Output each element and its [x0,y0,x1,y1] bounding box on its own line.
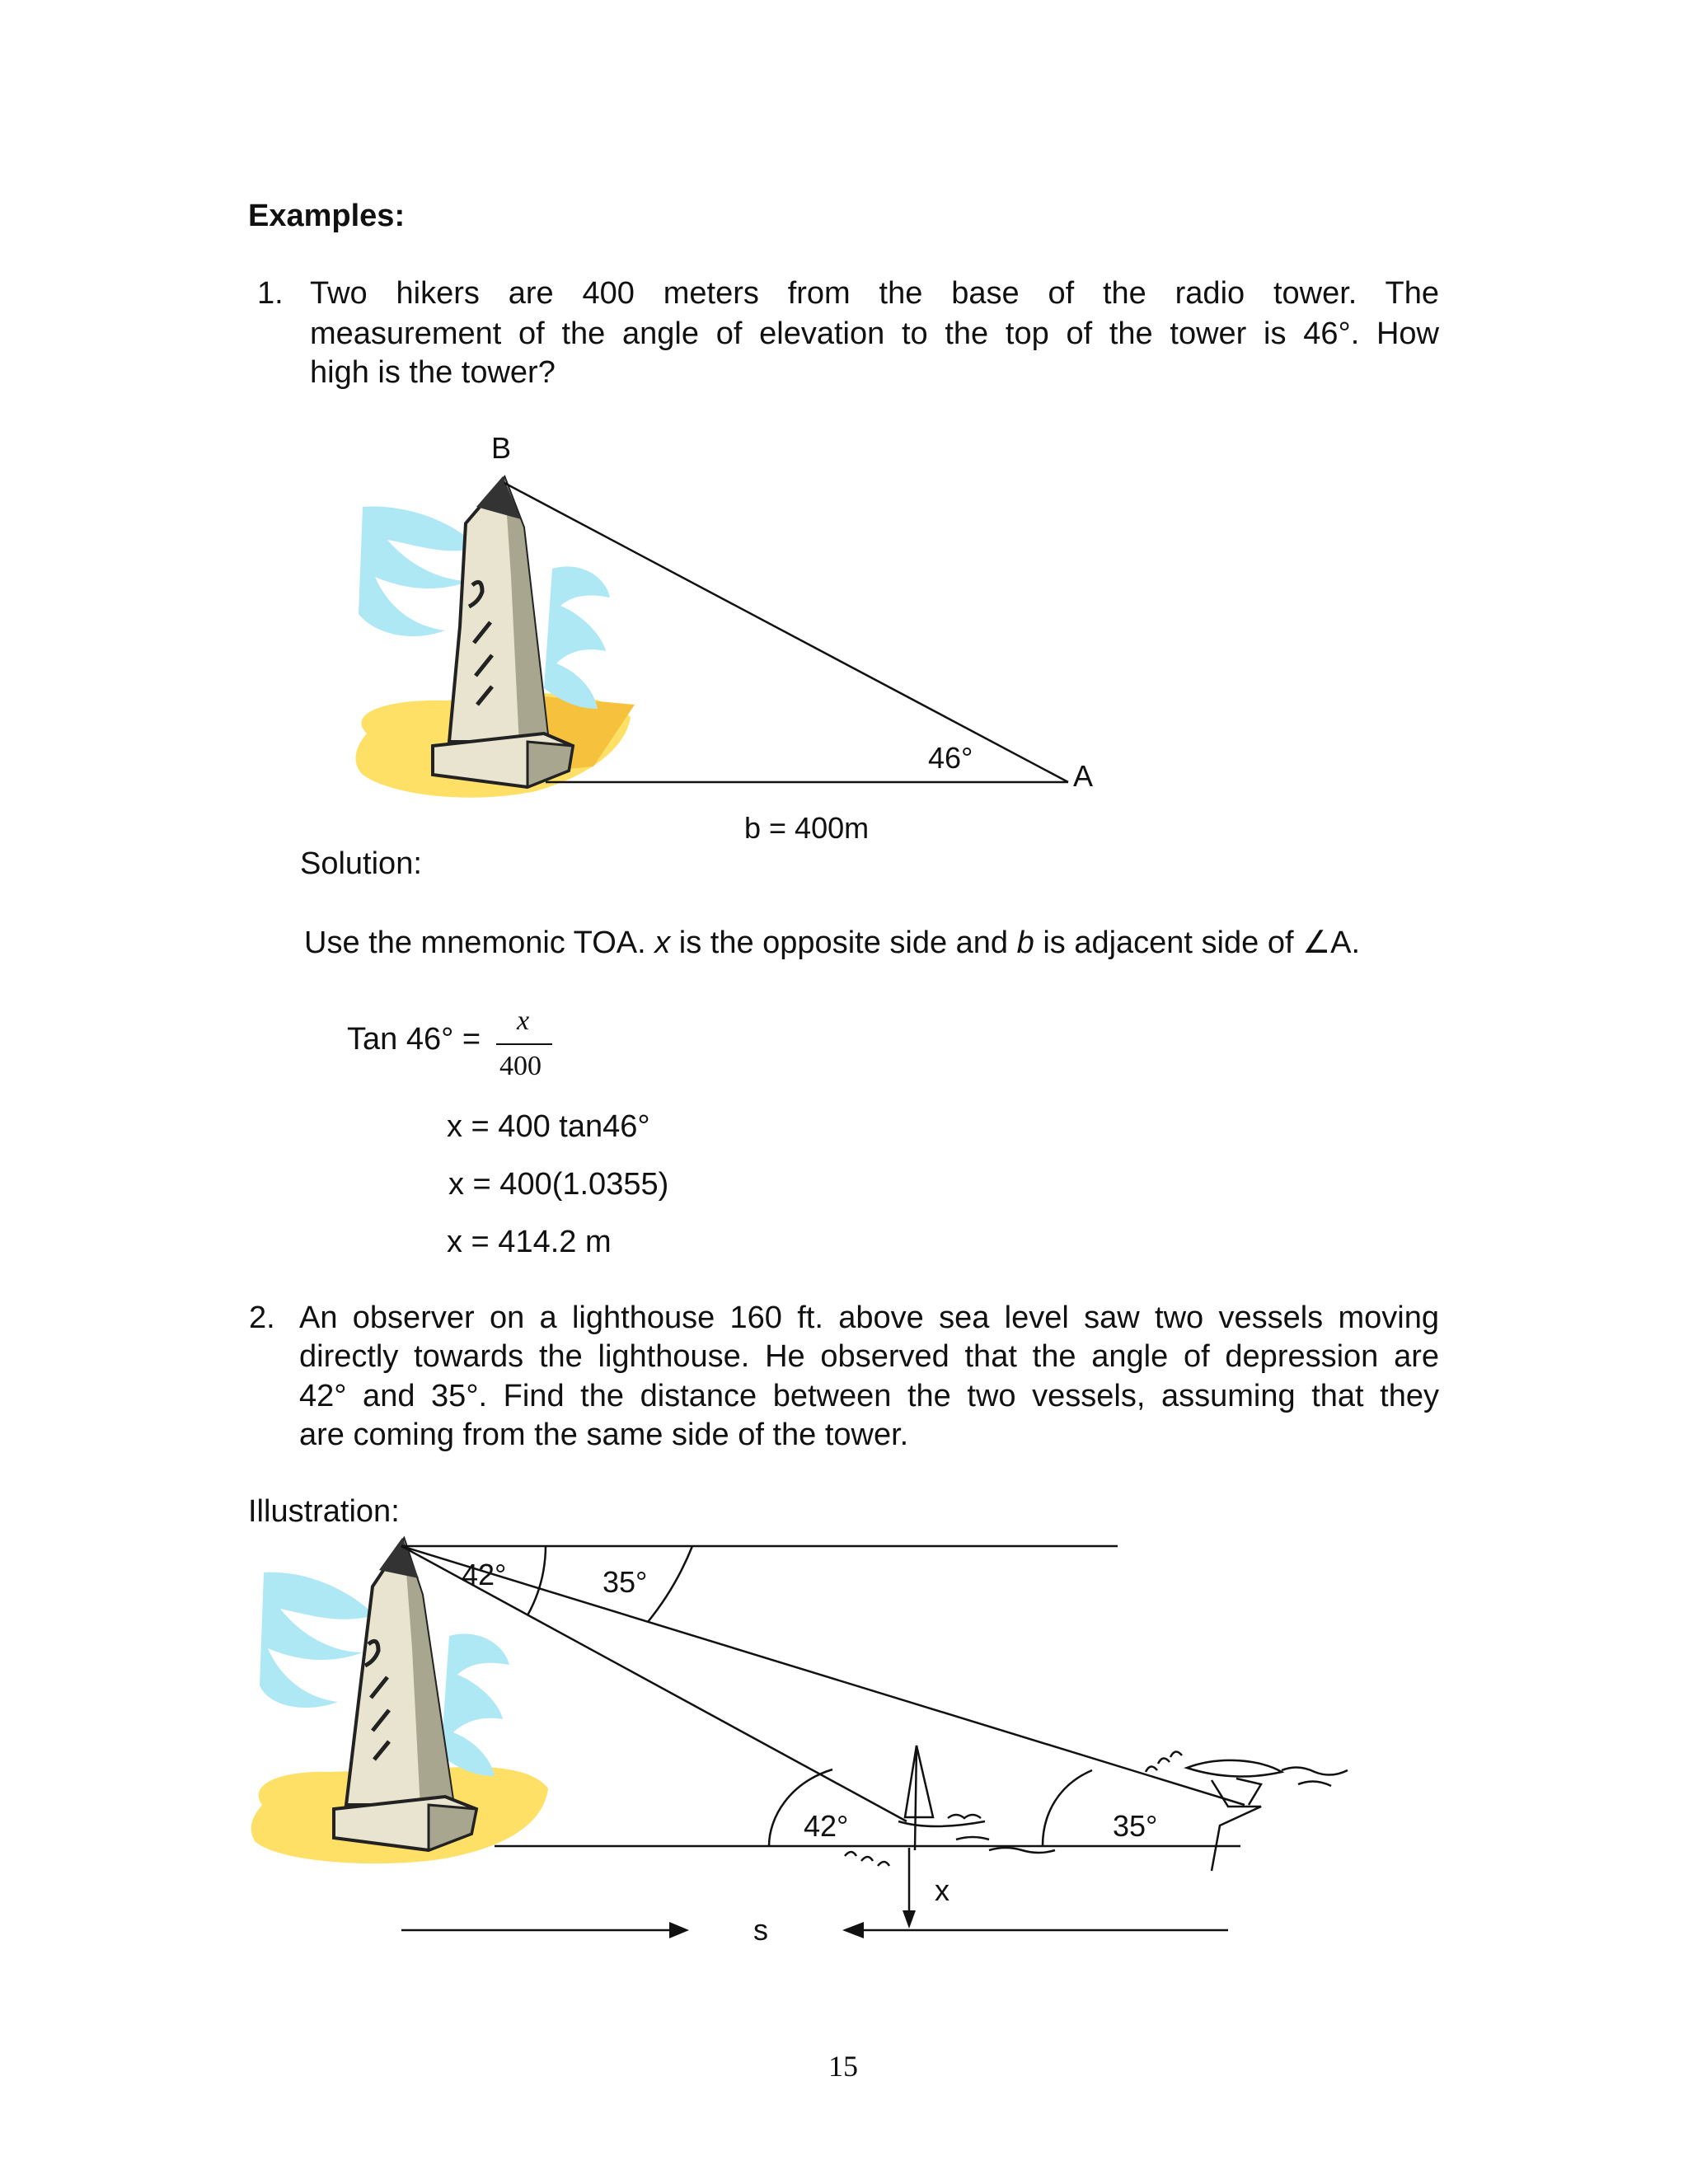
line-of-sight-far [401,1546,1245,1805]
problem-2-line-2: directly towards the lighthouse. He observed that the angle of depression are [299,1339,1439,1374]
solution-step-3: x = 414.2 m [447,1225,612,1259]
solution-step-1: x = 400 tan46° [447,1109,650,1144]
s-arrow-left-head [669,1922,689,1938]
problem-1-number: 1. [257,276,284,311]
tower-triangle-figure [0,0,1688,907]
mnemonic-b: b [1016,926,1034,960]
base-length-label: b = 400m [744,811,870,845]
problem-1-line-2: measurement of the angle of elevation to the top of the tower is 46°. How [310,316,1439,351]
mnemonic-part-3: is adjacent side of ∠A. [1034,926,1361,960]
problem-2-line-3: 42° and 35°. Find the distance between the two vessels, assuming that they [299,1379,1439,1413]
x-label: x [935,1873,950,1907]
mnemonic-x: x [654,926,671,960]
arc-35-top [648,1546,692,1622]
angle-42-bottom-label: 42° [804,1809,849,1843]
s-arrow-right-head [842,1922,864,1938]
s-label: s [753,1913,768,1947]
lighthouse-vessels-figure [0,1525,1688,1953]
solution-label: Solution: [300,846,422,881]
ship-icon [1146,1751,1348,1871]
angle-35-bottom-label: 35° [1113,1809,1158,1843]
mnemonic-part-1: Use the mnemonic TOA. [304,926,655,960]
problem-2-line-1: An observer on a lighthouse 160 ft. above sea level saw two vessels moving [299,1301,1439,1335]
arc-35-bottom [1043,1770,1092,1846]
examples-heading: Examples: [248,199,406,233]
problem-1-line-1: Two hikers are 400 meters from the base of the radio tower. The [310,276,1439,311]
page-number: 15 [828,2050,858,2083]
fraction-bar [496,1043,552,1045]
fraction-denominator: 400 [499,1051,542,1081]
fraction-numerator: x [517,1005,530,1036]
tower-illustration [356,476,635,798]
vertex-a-label: A [1073,759,1094,793]
angle-42-top-label: 42° [462,1558,507,1591]
problem-1-line-3: high is the tower? [310,355,556,390]
x-arrow-head [903,1910,916,1929]
illustration-label: Illustration: [248,1494,400,1529]
solution-step-2: x = 400(1.0355) [448,1167,669,1202]
arc-42-top [528,1546,546,1615]
problem-2-number: 2. [249,1301,275,1335]
mnemonic-part-2: is the opposite side and [670,926,1017,960]
mnemonic-sentence [304,923,1360,963]
tan-equation-lhs: Tan 46° = [347,1022,481,1057]
angle-46-label: 46° [928,741,973,775]
angle-35-top-label: 35° [603,1565,648,1599]
problem-2-line-4: are coming from the same side of the tower. [299,1418,909,1452]
vertex-b-label: B [491,431,512,465]
